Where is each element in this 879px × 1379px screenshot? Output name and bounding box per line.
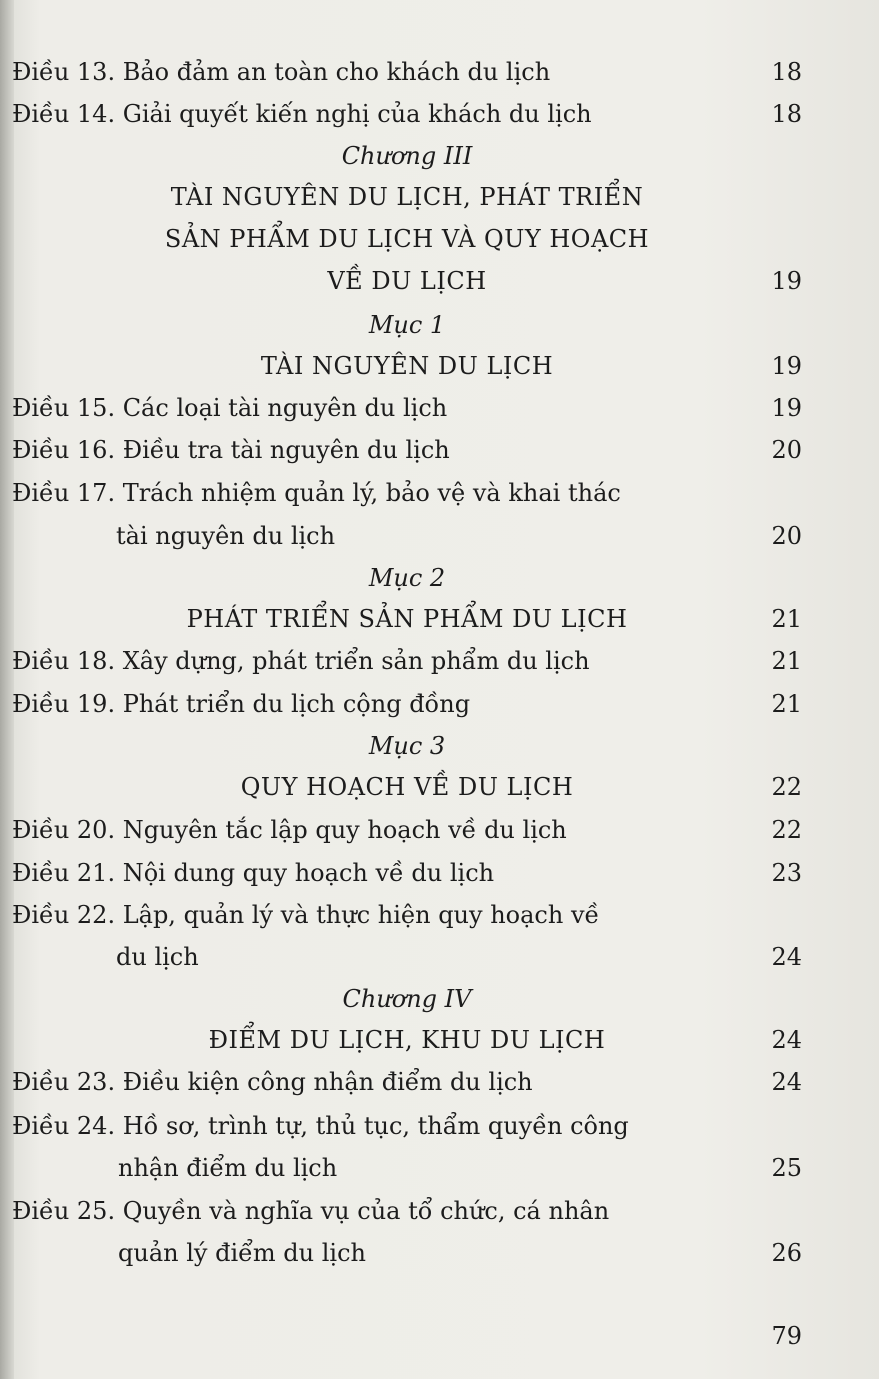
- toc-entry: [12, 852, 802, 894]
- toc-entry: [12, 429, 802, 471]
- toc-entry: [12, 51, 802, 93]
- toc-entry-text: Điều 24. Hồ sơ, trình tự, thủ tục, thẩm quyền công: [12, 1112, 629, 1140]
- toc-page-number: 25: [771, 1154, 802, 1182]
- toc-section-label: [12, 304, 802, 346]
- toc-page-number: 18: [771, 58, 802, 86]
- toc-page-number: 23: [771, 859, 802, 887]
- toc-section-label: [12, 725, 802, 767]
- toc-entry: [12, 683, 802, 725]
- toc-entry-text: QUY HOẠCH VỀ DU LỊCH: [240, 773, 574, 801]
- toc-entry-text: Điều 25. Quyền và nghĩa vụ của tổ chức, cá nhân: [12, 1197, 610, 1225]
- toc-page-number: 20: [771, 522, 802, 550]
- toc-page-number: 21: [771, 647, 802, 675]
- toc-heading: [12, 176, 802, 218]
- toc-entry: [12, 1190, 802, 1232]
- toc-page-number: 21: [771, 690, 802, 718]
- toc-entry-text: Điều 21. Nội dung quy hoạch về du lịch: [12, 859, 495, 887]
- toc-page-number: 22: [771, 773, 802, 801]
- toc-page-number: 19: [771, 267, 802, 295]
- toc-heading: [12, 218, 802, 260]
- toc-heading: [12, 766, 802, 808]
- toc-entry: [12, 93, 802, 135]
- toc-page-number: 20: [771, 436, 802, 464]
- toc-entry-text: Điều 18. Xây dựng, phát triển sản phẩm du lịch: [12, 647, 590, 675]
- toc-heading: [12, 260, 802, 302]
- toc-heading: [12, 345, 802, 387]
- toc-entry-text: tài nguyên du lịch: [116, 522, 336, 550]
- page-number: 79: [771, 1322, 802, 1350]
- toc-entry-text: PHÁT TRIỂN SẢN PHẨM DU LỊCH: [186, 605, 628, 633]
- toc-entry-text: nhận điểm du lịch: [118, 1154, 338, 1182]
- toc-entry-text: Điều 22. Lập, quản lý và thực hiện quy hoạch về: [12, 901, 600, 929]
- toc-entry-text: ĐIỂM DU LỊCH, KHU DU LỊCH: [208, 1026, 606, 1054]
- toc-entry-text: Điều 14. Giải quyết kiến nghị của khách du lịch: [12, 100, 592, 128]
- toc-entry: [12, 1061, 802, 1103]
- toc-section-label: [12, 135, 802, 177]
- toc-entry: [12, 640, 802, 682]
- toc-entry-text: VỀ DU LỊCH: [327, 267, 487, 295]
- toc-page-number: 18: [771, 100, 802, 128]
- toc-entry-text: Điều 16. Điều tra tài nguyên du lịch: [12, 436, 450, 464]
- toc-entry-text: Điều 23. Điều kiện công nhận điểm du lịch: [12, 1068, 533, 1096]
- toc-page-number: 26: [771, 1239, 802, 1267]
- toc-entry: [12, 1105, 802, 1147]
- toc-section-label: [12, 557, 802, 599]
- toc-entry: [12, 387, 802, 429]
- toc-entry-text: quản lý điểm du lịch: [118, 1239, 366, 1267]
- toc-entry-text: SẢN PHẨM DU LỊCH VÀ QUY HOẠCH: [164, 225, 650, 253]
- toc-entry-text: Điều 17. Trách nhiệm quản lý, bảo vệ và khai thác: [12, 479, 621, 507]
- toc-entry-text: Mục 3: [368, 732, 446, 760]
- toc-entry: [12, 515, 802, 557]
- toc-entry-text: du lịch: [116, 943, 199, 971]
- toc-heading: [12, 1019, 802, 1061]
- toc-page-number: 19: [771, 352, 802, 380]
- toc-entry-text: TÀI NGUYÊN DU LỊCH: [260, 352, 554, 380]
- toc-section-label: [12, 978, 802, 1020]
- toc-entry-text: Điều 19. Phát triển du lịch cộng đồng: [12, 690, 471, 718]
- toc-entry-text: Mục 1: [368, 311, 446, 339]
- toc-page-number: 24: [771, 1026, 802, 1054]
- toc-entry-text: Mục 2: [368, 564, 446, 592]
- toc-entry: [12, 894, 802, 936]
- toc-page-number: 19: [771, 394, 802, 422]
- toc-entry-text: Điều 13. Bảo đảm an toàn cho khách du lịch: [12, 58, 551, 86]
- toc-entry-text: Chương III: [341, 142, 473, 170]
- toc-page-number: 21: [771, 605, 802, 633]
- toc-entry: [12, 1232, 802, 1274]
- toc-entry-text: Điều 15. Các loại tài nguyên du lịch: [12, 394, 448, 422]
- toc-entry: [12, 809, 802, 851]
- toc-page-number: 24: [771, 943, 802, 971]
- toc-entry: [12, 472, 802, 514]
- toc-entry: [12, 1147, 802, 1189]
- toc-heading: [12, 598, 802, 640]
- toc-entry-text: Chương IV: [342, 985, 472, 1013]
- toc-entry: [12, 936, 802, 978]
- toc-page-number: 24: [771, 1068, 802, 1096]
- toc-entry-text: TÀI NGUYÊN DU LỊCH, PHÁT TRIỂN: [170, 183, 644, 211]
- toc-page-number: 22: [771, 816, 802, 844]
- toc-entry-text: Điều 20. Nguyên tắc lập quy hoạch về du lịch: [12, 816, 567, 844]
